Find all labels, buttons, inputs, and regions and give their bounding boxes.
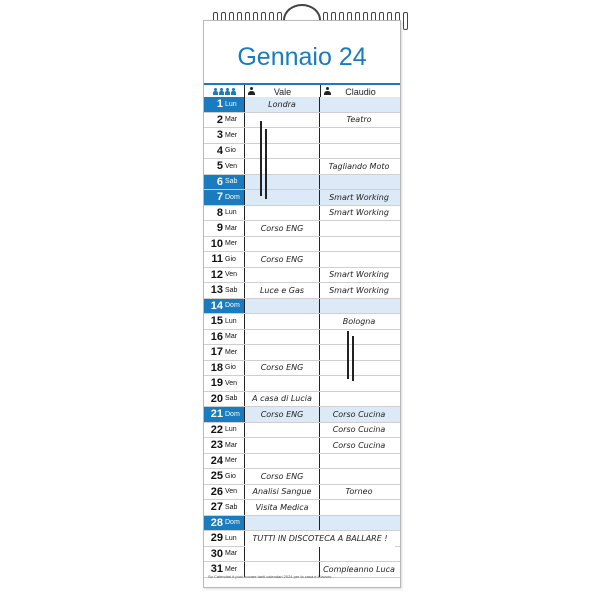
day-row (204, 268, 400, 284)
claudio-entry[interactable] (319, 392, 398, 407)
day-row (204, 485, 400, 501)
day-row (204, 376, 400, 392)
vale-range-line (260, 121, 262, 196)
claudio-entry[interactable] (319, 454, 398, 469)
day-number: 18 (210, 361, 223, 374)
day-label (204, 283, 244, 298)
claudio-entry[interactable]: Corso Cucina (319, 438, 398, 453)
claudio-entry[interactable]: Smart Working (319, 206, 398, 221)
day-label (204, 314, 244, 329)
day-row (204, 407, 400, 423)
day-rows (204, 97, 400, 578)
day-number: 31 (210, 563, 223, 576)
weekday-abbrev: Gio (225, 472, 236, 480)
day-row (204, 469, 400, 485)
claudio-entry[interactable] (319, 361, 398, 376)
claudio-range-line (347, 331, 349, 379)
day-label (204, 113, 244, 128)
claudio-entry[interactable] (319, 469, 398, 484)
vale-entry[interactable]: Corso ENG (244, 407, 319, 422)
day-label (204, 190, 244, 205)
weekday-abbrev: Mar (225, 116, 238, 124)
day-row (204, 159, 400, 175)
day-row (204, 283, 400, 299)
day-row (204, 500, 400, 516)
day-number: 11 (211, 253, 223, 266)
weekday-abbrev: Lun (225, 426, 237, 434)
vale-entry[interactable]: Visita Medica (244, 500, 319, 515)
vale-entry[interactable] (244, 206, 319, 221)
weekday-abbrev: Gio (225, 147, 236, 155)
day-label (204, 547, 244, 562)
claudio-entry[interactable] (319, 237, 398, 252)
day-label (204, 144, 244, 159)
vale-entry[interactable] (244, 268, 319, 283)
claudio-entry[interactable] (319, 500, 398, 515)
vale-entry[interactable]: A casa di Lucia (244, 392, 319, 407)
vale-entry[interactable] (244, 516, 319, 531)
claudio-entry[interactable] (319, 547, 398, 562)
claudio-entry[interactable]: Smart Working (319, 190, 398, 205)
day-label (204, 423, 244, 438)
vale-entry[interactable] (244, 314, 319, 329)
claudio-entry[interactable] (319, 128, 398, 143)
vale-entry[interactable] (244, 376, 319, 391)
day-number: 29 (210, 532, 223, 545)
day-row (204, 144, 400, 160)
day-row (204, 516, 400, 532)
calendar-title: Gennaio 24 (237, 43, 367, 71)
day-row (204, 454, 400, 470)
day-number: 24 (210, 454, 223, 467)
day-label (204, 361, 244, 376)
weekday-abbrev: Mar (225, 550, 238, 558)
footer-note: Su Calendari.it puoi trovare tanti calendari 2024 per la casa e il lavoro. (208, 574, 333, 579)
day-label (204, 299, 244, 314)
day-number: 7 (216, 191, 223, 204)
weekday-abbrev: Lun (225, 534, 237, 542)
vale-entry[interactable] (244, 423, 319, 438)
day-label (204, 469, 244, 484)
claudio-entry[interactable] (319, 330, 398, 345)
claudio-entry[interactable]: Smart Working (319, 283, 398, 298)
vale-entry[interactable]: Corso ENG (244, 361, 319, 376)
vale-entry[interactable] (244, 175, 319, 190)
vale-entry[interactable] (244, 113, 319, 128)
day-number: 5 (216, 160, 223, 173)
day-row (204, 361, 400, 377)
day-label (204, 252, 244, 267)
calendar-page (203, 20, 401, 588)
column-label-vale: Vale (273, 86, 292, 97)
day-label (204, 159, 244, 174)
day-row (204, 314, 400, 330)
day-number: 2 (216, 113, 223, 126)
day-row (204, 175, 400, 191)
weekday-abbrev: Mer (225, 348, 238, 356)
day-label (204, 345, 244, 360)
vale-entry[interactable] (244, 438, 319, 453)
day-label (204, 392, 244, 407)
day-label (204, 500, 244, 515)
weekday-abbrev: Sab (225, 503, 238, 511)
day-row (204, 392, 400, 408)
weekday-abbrev: Lun (225, 100, 237, 108)
day-row (204, 330, 400, 346)
day-label (204, 206, 244, 221)
claudio-range-line (352, 336, 354, 381)
vale-entry[interactable] (244, 237, 319, 252)
day-number: 15 (210, 315, 223, 328)
day-number: 10 (210, 237, 223, 250)
day-row (204, 128, 400, 144)
day-row (204, 299, 400, 315)
weekday-abbrev: Mar (225, 441, 238, 449)
day-label (204, 268, 244, 283)
day-label (204, 516, 244, 531)
claudio-entry[interactable] (319, 97, 398, 112)
column-header-row (204, 83, 400, 98)
weekday-abbrev: Ven (225, 162, 238, 170)
day-row (204, 206, 400, 222)
vale-entry[interactable]: Corso ENG (244, 221, 319, 236)
weekday-abbrev: Sab (225, 286, 238, 294)
day-number: 9 (216, 222, 223, 235)
day-number: 1 (216, 98, 223, 111)
person-icon (324, 87, 331, 95)
day-number: 6 (216, 175, 223, 188)
day-label (204, 485, 244, 500)
day-row (204, 190, 400, 206)
weekday-abbrev: Dom (225, 302, 240, 310)
day-row (204, 252, 400, 268)
weekday-abbrev: Mar (225, 333, 238, 341)
vale-entry[interactable] (244, 299, 319, 314)
day-number: 17 (210, 346, 223, 359)
vale-entry[interactable] (244, 159, 319, 174)
claudio-entry[interactable]: Smart Working (319, 268, 398, 283)
vale-entry[interactable]: Corso ENG (244, 469, 319, 484)
vale-entry[interactable] (244, 190, 319, 205)
day-row (204, 97, 400, 113)
vale-entry[interactable] (244, 144, 319, 159)
vale-entry[interactable]: Londra (244, 97, 319, 112)
shared-entry[interactable]: TUTTI IN DISCOTECA A BALLARE ! (245, 531, 395, 547)
weekday-abbrev: Gio (225, 364, 236, 372)
claudio-entry[interactable] (319, 376, 398, 391)
day-row (204, 531, 400, 547)
day-number: 21 (210, 408, 223, 421)
claudio-entry[interactable] (319, 345, 398, 360)
day-label (204, 376, 244, 391)
weekday-abbrev: Lun (225, 317, 237, 325)
day-label (204, 237, 244, 252)
weekday-abbrev: Ven (225, 488, 238, 496)
weekday-abbrev: Dom (225, 519, 240, 527)
claudio-entry[interactable] (319, 144, 398, 159)
day-label (204, 330, 244, 345)
weekday-abbrev: Lun (225, 209, 237, 217)
weekday-abbrev: Dom (225, 410, 240, 418)
weekday-abbrev: Mer (225, 131, 238, 139)
day-row (204, 547, 400, 563)
day-number: 27 (210, 501, 223, 514)
day-row (204, 438, 400, 454)
day-number: 13 (210, 284, 223, 297)
claudio-entry[interactable]: Corso Cucina (319, 407, 398, 422)
weekday-abbrev: Mar (225, 224, 238, 232)
weekday-abbrev: Sab (225, 178, 238, 186)
day-label (204, 407, 244, 422)
day-number: 25 (210, 470, 223, 483)
day-number: 26 (210, 485, 223, 498)
claudio-entry[interactable] (319, 516, 398, 531)
vale-entry[interactable]: Luce e Gas (244, 283, 319, 298)
day-number: 8 (216, 206, 223, 219)
day-number: 12 (210, 268, 223, 281)
weekday-abbrev: Mer (225, 565, 238, 573)
vale-entry[interactable] (244, 128, 319, 143)
weekday-abbrev: Sab (225, 395, 238, 403)
day-number: 22 (210, 423, 223, 436)
vale-range-line (265, 129, 267, 199)
vale-entry[interactable] (244, 330, 319, 345)
day-label (204, 128, 244, 143)
claudio-entry[interactable]: Teatro (319, 113, 398, 128)
vale-entry[interactable]: Analisi Sangue (244, 485, 319, 500)
day-number: 19 (210, 377, 223, 390)
weekday-abbrev: Dom (225, 193, 240, 201)
weekday-abbrev: Mer (225, 240, 238, 248)
day-label (204, 438, 244, 453)
day-number: 3 (216, 129, 223, 142)
day-label (204, 175, 244, 190)
day-label (204, 454, 244, 469)
vale-entry[interactable]: Corso ENG (244, 252, 319, 267)
day-number: 4 (216, 144, 223, 157)
weekday-abbrev: Ven (225, 379, 238, 387)
claudio-entry[interactable]: Bologna (319, 314, 398, 329)
claudio-entry[interactable]: Tagliando Moto (319, 159, 398, 174)
claudio-entry[interactable] (319, 221, 398, 236)
vale-entry[interactable] (244, 345, 319, 360)
day-row (204, 345, 400, 361)
vale-entry[interactable] (244, 454, 319, 469)
claudio-entry[interactable]: Compleanno Luca (319, 562, 398, 577)
day-number: 28 (210, 516, 223, 529)
claudio-entry[interactable]: Corso Cucina (319, 423, 398, 438)
day-number: 30 (210, 547, 223, 560)
weekday-abbrev: Ven (225, 271, 238, 279)
day-label (204, 221, 244, 236)
day-row (204, 113, 400, 129)
day-row (204, 237, 400, 253)
day-row (204, 423, 400, 439)
claudio-entry[interactable]: Torneo (319, 485, 398, 500)
weekday-abbrev: Mer (225, 457, 238, 465)
vale-entry[interactable] (244, 547, 319, 562)
column-label-claudio: Claudio (345, 86, 376, 97)
claudio-entry[interactable] (319, 299, 398, 314)
weekday-abbrev: Gio (225, 255, 236, 263)
claudio-entry[interactable] (319, 175, 398, 190)
day-row (204, 221, 400, 237)
claudio-entry[interactable] (319, 252, 398, 267)
spiral-coil (403, 12, 408, 30)
day-label (204, 531, 244, 546)
day-number: 23 (210, 439, 223, 452)
day-label (204, 97, 244, 112)
day-number: 20 (210, 392, 223, 405)
day-number: 16 (210, 330, 223, 343)
day-number: 14 (210, 299, 223, 312)
person-icon (248, 87, 255, 95)
